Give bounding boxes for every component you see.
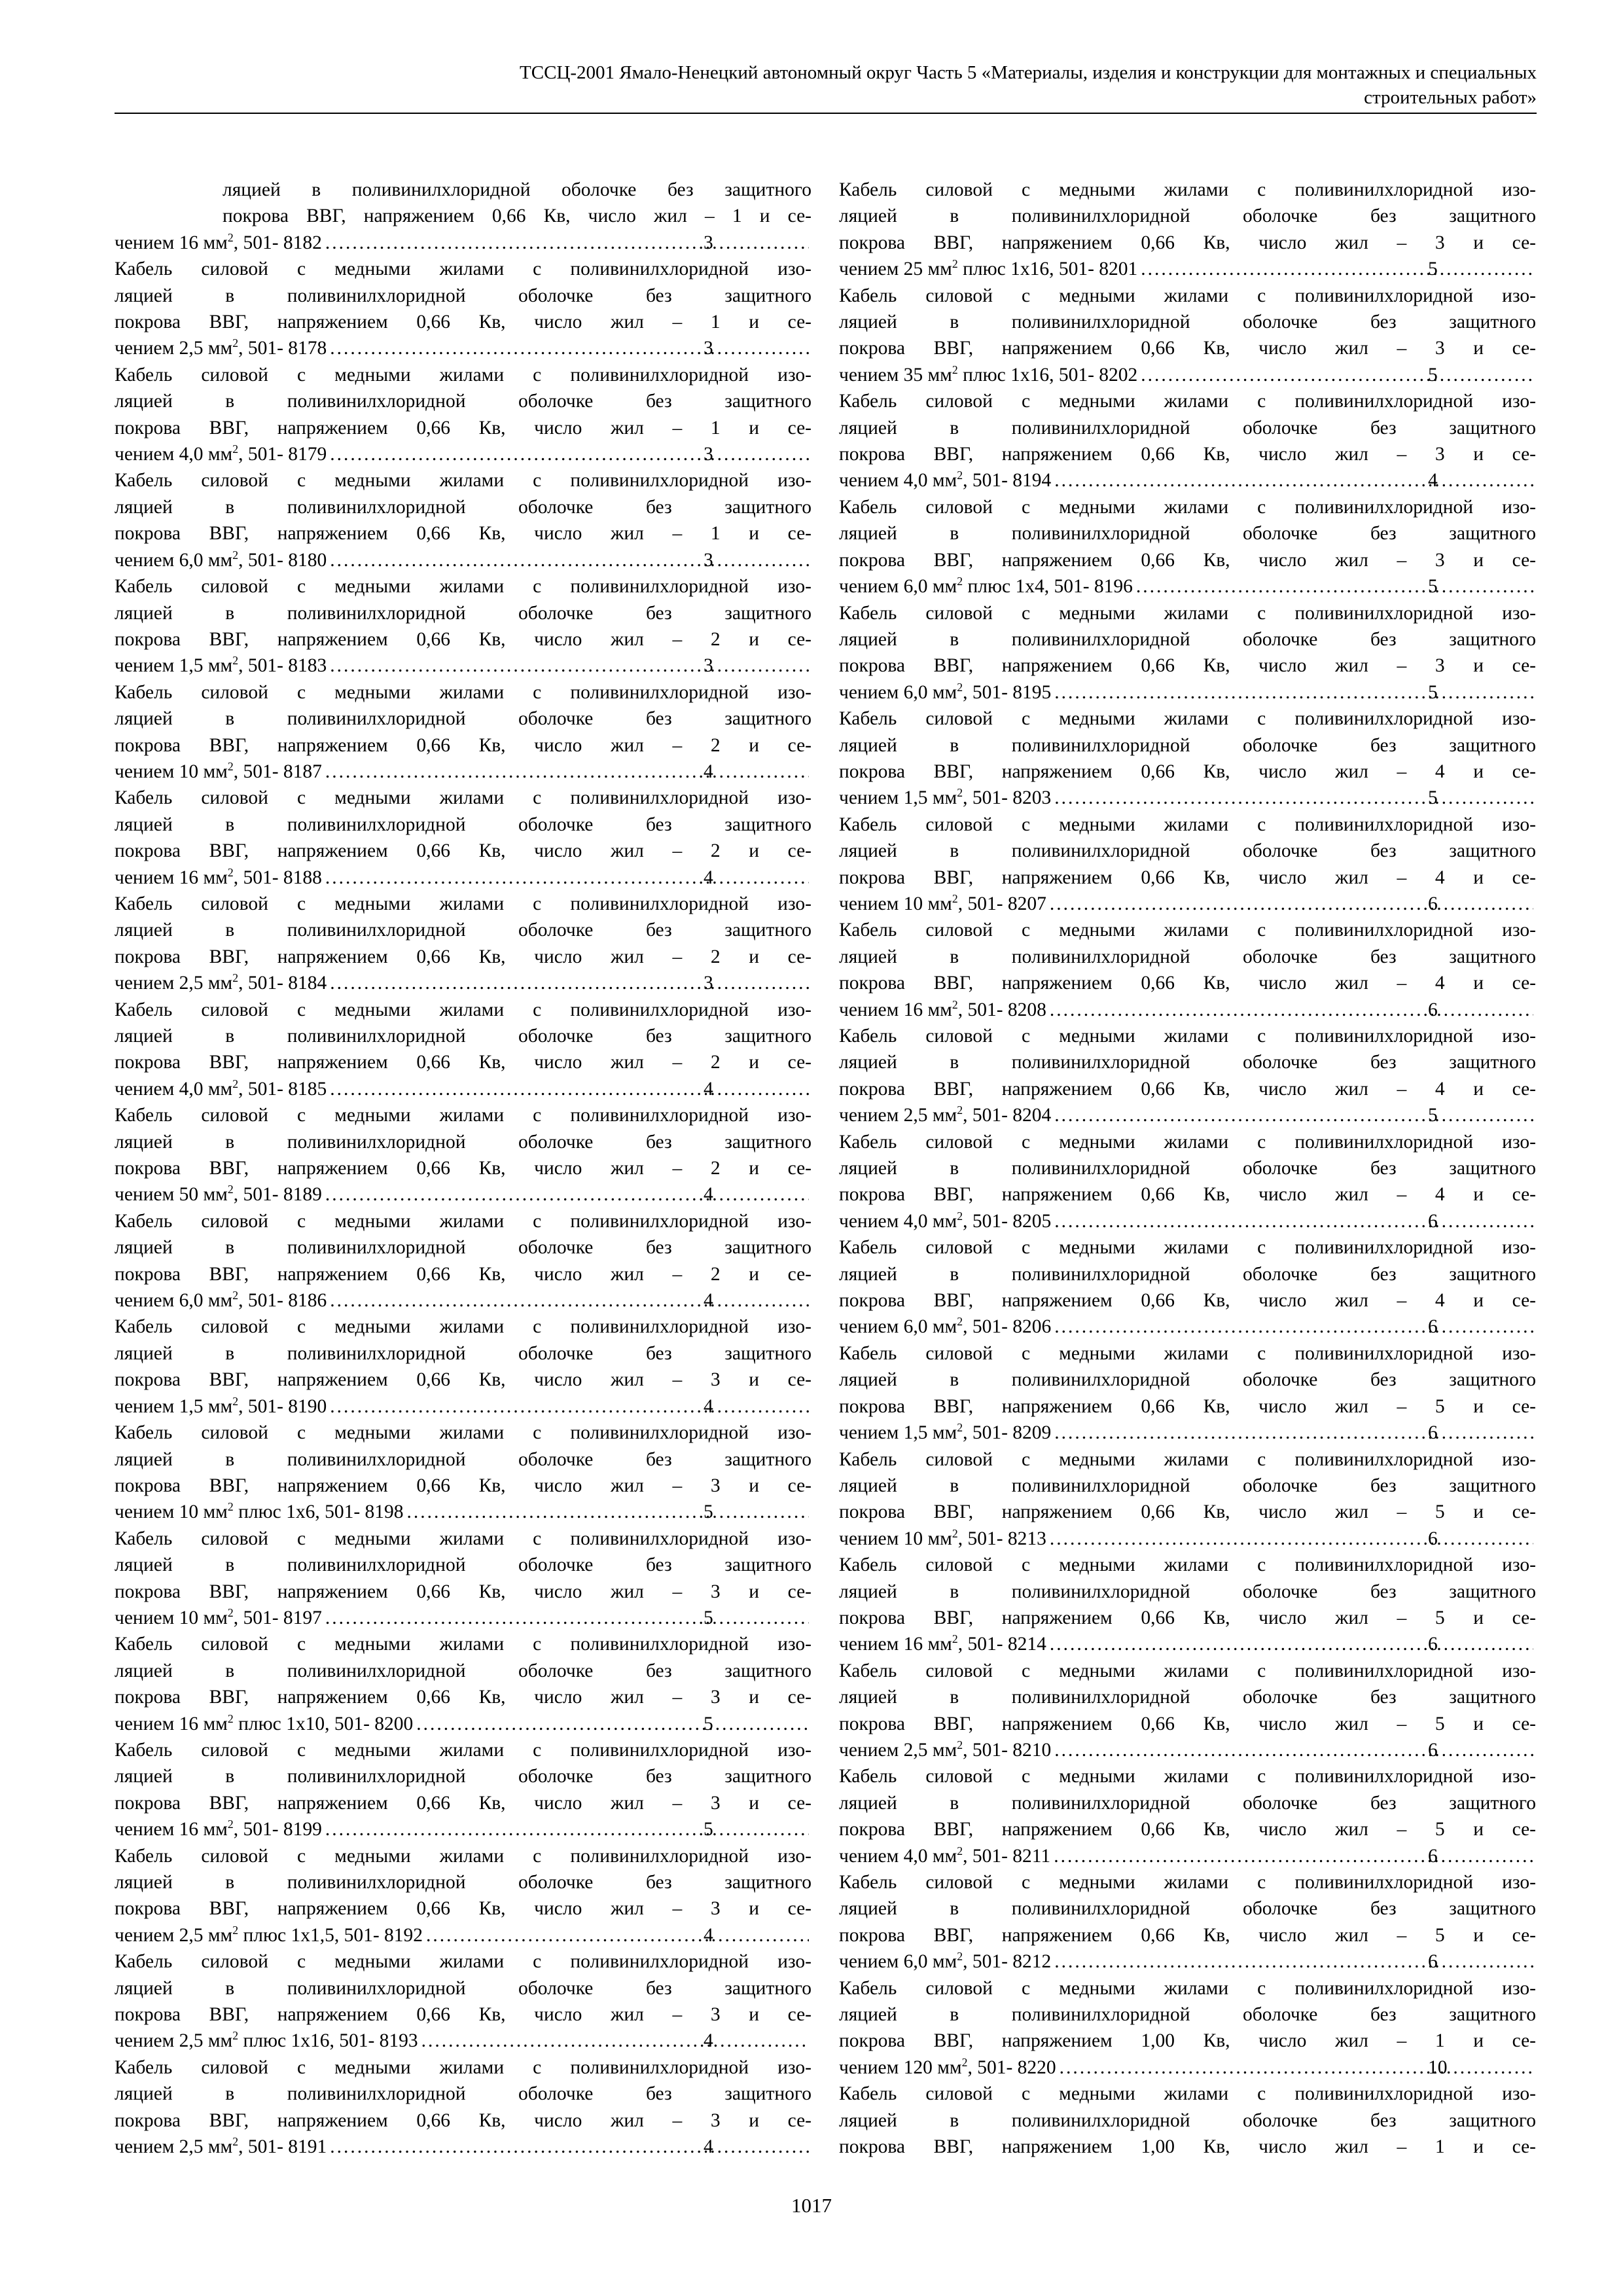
dot-leader bbox=[1054, 1208, 1533, 1234]
entry-text-line: ляцией в поливинилхлоридной оболочке без защитного bbox=[115, 1766, 812, 1787]
dot-leader bbox=[1049, 891, 1533, 917]
entry-text-line: покрова ВВГ, напряжением 0,66 Кв, число жил – 3 и се- bbox=[839, 444, 1536, 465]
entry-section-text: чением 50 $мм^2$, 501- 8189 bbox=[115, 1183, 322, 1206]
entry-tail: чением 6,0 $мм^2$, 501- 8186 ..... 4 bbox=[223, 1287, 812, 1314]
index-entry bbox=[115, 1843, 812, 1949]
entry-section-text: чением 2,5 $мм^2$, 501- 8184 bbox=[115, 971, 327, 994]
entry-tail: чением 4,0 $мм^2$, 501- 8205 ..... 6 bbox=[947, 1208, 1536, 1234]
entry-text-line: покрова ВВГ, напряжением 0,66 Кв, число жил – 2 и се- bbox=[115, 946, 812, 967]
entry-title-line: Кабель силовой с медными жилами с поливинилхлоридной изо- bbox=[839, 285, 1536, 306]
dot-leader bbox=[1049, 1526, 1533, 1552]
entry-text-line: ляцией в поливинилхлоридной оболочке без защитного bbox=[115, 1872, 812, 1893]
dot-leader bbox=[329, 1076, 809, 1102]
entry-title-line: Кабель силовой с медными жилами с поливинилхлоридной изо- bbox=[115, 1316, 812, 1338]
entry-tail: чением 2,5 $мм^2$ плюс 1х16, 501- 8193 ..... 4 bbox=[223, 2028, 812, 2054]
index-entry bbox=[115, 997, 812, 1103]
entry-title-line: Кабель силовой с медными жилами с поливинилхлоридной изо- bbox=[839, 1342, 1536, 1364]
entry-text-line: покрова ВВГ, напряжением 0,66 Кв, число жил – 4 и се- bbox=[839, 1290, 1536, 1312]
entry-section-text: чением 1,5 $мм^2$, 501- 8203 bbox=[839, 786, 1052, 809]
entry-tail: чением 2,5 $мм^2$ плюс 1х1,5, 501- 8192 ..... 4 bbox=[223, 1922, 812, 1948]
entry-tail: чением 1,5 $мм^2$, 501- 8209 ..... 6 bbox=[947, 1420, 1536, 1446]
dot-leader bbox=[1049, 997, 1533, 1023]
entry-tail: чением 10 $мм^2$ плюс 1х6, 501- 8198 ..... 5 bbox=[223, 1499, 812, 1525]
entry-tail: чением 16 $мм^2$, 501- 8188 ..... 4 bbox=[223, 865, 812, 891]
entry-text-line: покрова ВВГ, напряжением 0,66 Кв, число жил – 3 и се- bbox=[115, 1687, 812, 1708]
entry-text-line: покрова ВВГ, напряжением 0,66 Кв, число жил – 3 и се- bbox=[115, 2004, 812, 2026]
entry-text-line: покрова ВВГ, напряжением 0,66 Кв, число жил – 1 и се- bbox=[115, 417, 812, 439]
entry-tail: чением 1,5 $мм^2$, 501- 8183 ..... 3 bbox=[223, 653, 812, 679]
entry-text-line: покрова ВВГ, напряжением 0,66 Кв, число жил – 1 и се- bbox=[223, 206, 812, 227]
page-number: 1017 bbox=[791, 2194, 832, 2217]
index-entry-continuation bbox=[115, 177, 812, 256]
entry-text-line: покрова ВВГ, напряжением 0,66 Кв, число жил – 5 и се- bbox=[839, 1501, 1536, 1523]
entry-text-line: ляцией в поливинилхлоридной оболочке без защитного bbox=[115, 496, 812, 518]
index-entry bbox=[115, 1314, 812, 1420]
entry-title-line: Кабель силовой с медными жилами с поливинилхлоридной изо- bbox=[115, 999, 812, 1020]
entry-tail: чением 10 $мм^2$, 501- 8213 ..... 6 bbox=[947, 1526, 1536, 1552]
entry-title-line: Кабель силовой с медными жилами с поливинилхлоридной изо- bbox=[115, 2056, 812, 2078]
entry-title-line: Кабель силовой с медными жилами с поливинилхлоридной изо- bbox=[115, 1105, 812, 1126]
entry-title-line: Кабель силовой с медными жилами с поливинилхлоридной изо- bbox=[839, 179, 1536, 200]
entry-text-line: покрова ВВГ, напряжением 0,66 Кв, число жил – 5 и се- bbox=[839, 1819, 1536, 1840]
entry-text-line: покрова ВВГ, напряжением 0,66 Кв, число жил – 4 и се- bbox=[839, 1078, 1536, 1100]
index-entry bbox=[839, 283, 1536, 389]
index-entry bbox=[839, 177, 1536, 283]
entry-text-line: ляцией в поливинилхлоридной оболочке без защитного bbox=[839, 1369, 1536, 1391]
entry-text-line: ляцией в поливинилхлоридной оболочке без защитного bbox=[115, 1554, 812, 1576]
entry-section-text: чением 1,5 $мм^2$, 501- 8209 bbox=[839, 1421, 1052, 1444]
dot-leader bbox=[1140, 256, 1533, 282]
entry-text-line: покрова ВВГ, напряжением 0,66 Кв, число жил – 4 и се- bbox=[839, 867, 1536, 888]
entry-text-line: ляцией в поливинилхлоридной оболочке без защитного bbox=[115, 814, 812, 835]
entry-text-line: ляцией в поливинилхлоридной оболочке без защитного bbox=[839, 523, 1536, 545]
entry-title-line: Кабель силовой с медными жилами с поливинилхлоридной изо- bbox=[115, 470, 812, 492]
dot-leader bbox=[1049, 1631, 1533, 1657]
entry-title-line: Кабель силовой с медными жилами с поливинилхлоридной изо- bbox=[839, 708, 1536, 730]
dot-leader bbox=[416, 1711, 809, 1737]
entry-tail: чением 2,5 $мм^2$, 501- 8191 ..... 4 bbox=[223, 2134, 812, 2160]
dot-leader bbox=[1054, 467, 1533, 493]
entry-title-line: Кабель силовой с медными жилами с поливинилхлоридной изо- bbox=[115, 893, 812, 914]
entry-tail: чением 120 $мм^2$, 501- 8220 ..... 10 bbox=[947, 2054, 1536, 2081]
index-entry bbox=[115, 362, 812, 468]
entry-section-text: чением 120 $мм^2$, 501- 8220 bbox=[839, 2056, 1056, 2078]
entry-text-line: покрова ВВГ, напряжением 1,00 Кв, число жил – 1 и се- bbox=[839, 2136, 1536, 2158]
index-entry bbox=[839, 1869, 1536, 1975]
entry-title-line: Кабель силовой с медными жилами с поливинилхлоридной изо- bbox=[839, 496, 1536, 518]
index-entry bbox=[115, 467, 812, 573]
entry-tail: чением 4,0 $мм^2$, 501- 8194 ..... 4 bbox=[947, 467, 1536, 493]
entry-text-line: покрова ВВГ, напряжением 0,66 Кв, число жил – 5 и се- bbox=[839, 1395, 1536, 1417]
entry-title-line: Кабель силовой с медными жилами с поливинилхлоридной изо- bbox=[839, 602, 1536, 624]
entry-text-line: покрова ВВГ, напряжением 1,00 Кв, число жил – 1 и се- bbox=[839, 2030, 1536, 2052]
entry-tail: чением 10 $мм^2$, 501- 8197 ..... 5 bbox=[223, 1605, 812, 1631]
dot-leader bbox=[329, 335, 809, 361]
entry-section-text: чением 10 $мм^2$, 501- 8187 bbox=[115, 760, 322, 782]
index-entry bbox=[839, 812, 1536, 918]
dot-leader bbox=[1054, 1420, 1533, 1446]
header-title-line2: строительных работ» bbox=[1364, 87, 1537, 108]
entry-section-text: чением 1,5 $мм^2$, 501- 8190 bbox=[115, 1394, 327, 1417]
entry-section-text: чением 2,5 $мм^2$ плюс 1х16, 501- 8193 bbox=[115, 2029, 418, 2052]
index-entry bbox=[839, 917, 1536, 1023]
entry-title-line: Кабель силовой с медными жилами с поливинилхлоридной изо- bbox=[115, 1634, 812, 1655]
dot-leader bbox=[325, 865, 809, 891]
entry-tail: чением 50 $мм^2$, 501- 8189 ..... 4 bbox=[223, 1181, 812, 1208]
dot-leader bbox=[1135, 573, 1533, 600]
left-column bbox=[115, 177, 812, 2160]
index-entry bbox=[115, 1948, 812, 2054]
entry-section-text: чением 16 $мм^2$, 501- 8208 bbox=[839, 997, 1046, 1020]
entry-text-line: покрова ВВГ, напряжением 0,66 Кв, число жил – 2 и се- bbox=[115, 840, 812, 862]
entry-text-line: покрова ВВГ, напряжением 0,66 Кв, число жил – 5 и се- bbox=[839, 1713, 1536, 1734]
dot-leader bbox=[1054, 1948, 1533, 1975]
entry-section-text: чением 10 $мм^2$, 501- 8197 bbox=[115, 1606, 322, 1628]
index-entry bbox=[115, 573, 812, 679]
dot-leader bbox=[1054, 679, 1533, 706]
dot-leader bbox=[1140, 362, 1533, 388]
entry-section-text: чением 6,0 $мм^2$, 501- 8180 bbox=[115, 548, 327, 571]
entry-title-line: Кабель силовой с медными жилами с поливинилхлоридной изо- bbox=[115, 1210, 812, 1232]
index-entry bbox=[839, 1552, 1536, 1658]
index-entry bbox=[115, 891, 812, 997]
index-entry bbox=[115, 1526, 812, 1632]
entry-text-line: ляцией в поливинилхлоридной оболочке без защитного bbox=[839, 206, 1536, 227]
index-entry bbox=[115, 1420, 812, 1526]
entry-text-line: ляцией в поливинилхлоридной оболочке без защитного bbox=[115, 1131, 812, 1153]
entry-text-line: покрова ВВГ, напряжением 0,66 Кв, число жил – 3 и се- bbox=[115, 1369, 812, 1391]
entry-section-text: чением 35 $мм^2$ плюс 1х16, 501- 8202 bbox=[839, 363, 1138, 386]
entry-text-line: покрова ВВГ, напряжением 0,66 Кв, число жил – 3 и се- bbox=[839, 338, 1536, 359]
right-column bbox=[839, 177, 1536, 2160]
index-entry bbox=[839, 1129, 1536, 1235]
dot-leader bbox=[329, 1287, 809, 1314]
entry-text-line: ляцией в поливинилхлоридной оболочке без защитного bbox=[839, 312, 1536, 333]
dot-leader bbox=[425, 1922, 809, 1948]
entry-text-line: ляцией в поливинилхлоридной оболочке без защитного bbox=[839, 1581, 1536, 1602]
entry-text-line: покрова ВВГ, напряжением 0,66 Кв, число жил – 2 и се- bbox=[115, 628, 812, 650]
entry-section-text: чением 16 $мм^2$, 501- 8188 bbox=[115, 865, 322, 888]
entry-text-line: ляцией в поливинилхлоридной оболочке без защитного bbox=[839, 417, 1536, 439]
entry-section-text: чением 10 $мм^2$ плюс 1х6, 501- 8198 bbox=[115, 1500, 404, 1523]
entry-tail: чением 16 $мм^2$, 501- 8199 ..... 5 bbox=[223, 1816, 812, 1842]
entry-text-line: покрова ВВГ, напряжением 0,66 Кв, число жил – 2 и се- bbox=[115, 1052, 812, 1073]
entry-title-line: Кабель силовой с медными жилами с поливинилхлоридной изо- bbox=[839, 814, 1536, 835]
dot-leader bbox=[325, 1816, 809, 1842]
entry-text-line: ляцией в поливинилхлоридной оболочке без защитного bbox=[115, 1660, 812, 1681]
entry-text-line: ляцией в поливинилхлоридной оболочке без защитного bbox=[839, 1687, 1536, 1708]
entry-text-line: покрова ВВГ, напряжением 0,66 Кв, число жил – 5 и се- bbox=[839, 1607, 1536, 1628]
entry-tail: чением 10 $мм^2$, 501- 8187 ..... 4 bbox=[223, 759, 812, 785]
entry-section-text: чением 2,5 $мм^2$, 501- 8178 bbox=[115, 336, 327, 359]
dot-leader bbox=[325, 1181, 809, 1208]
entry-text-line: покрова ВВГ, напряжением 0,66 Кв, число жил – 4 и се- bbox=[839, 1184, 1536, 1206]
entry-text-line: ляцией в поливинилхлоридной оболочке без защитного bbox=[839, 1158, 1536, 1179]
entry-text-line: ляцией в поливинилхлоридной оболочке без защитного bbox=[839, 1898, 1536, 1920]
entry-section-text: чением 10 $мм^2$, 501- 8213 bbox=[839, 1526, 1046, 1549]
entry-tail: чением 2,5 $мм^2$, 501- 8204 ..... 5 bbox=[947, 1102, 1536, 1128]
dot-leader bbox=[329, 547, 809, 573]
entry-text-line: ляцией в поливинилхлоридной оболочке без защитного bbox=[839, 734, 1536, 756]
entry-section-text: чением 4,0 $мм^2$, 501- 8211 bbox=[839, 1844, 1051, 1867]
entry-text-line: ляцией в поливинилхлоридной оболочке без защитного bbox=[839, 1052, 1536, 1073]
dot-leader bbox=[1053, 1843, 1533, 1869]
index-entry bbox=[839, 600, 1536, 706]
entry-text-line: ляцией в поливинилхлоридной оболочке без защитного bbox=[115, 285, 812, 306]
dot-leader bbox=[329, 2134, 809, 2160]
entry-title-line: Кабель силовой с медными жилами с поливинилхлоридной изо- bbox=[115, 787, 812, 809]
entry-tail: чением 2,5 $мм^2$, 501- 8210 ..... 6 bbox=[947, 1737, 1536, 1763]
entry-text-line: ляцией в поливинилхлоридной оболочке без защитного bbox=[839, 2004, 1536, 2026]
dot-leader bbox=[421, 2028, 809, 2054]
entry-title-line: Кабель силовой с медными жилами с поливинилхлоридной изо- bbox=[839, 1554, 1536, 1576]
entry-tail: чением 35 $мм^2$ плюс 1х16, 501- 8202 ..... 5 bbox=[947, 362, 1536, 388]
entry-section-text: чением 16 $мм^2$, 501- 8214 bbox=[839, 1632, 1046, 1655]
entry-text-line: ляцией в поливинилхлоридной оболочке без защитного bbox=[839, 946, 1536, 967]
entry-text-line: ляцией в поливинилхлоридной оболочке без защитного bbox=[839, 840, 1536, 862]
entry-title-line: Кабель силовой с медными жилами с поливинилхлоридной изо- bbox=[115, 1845, 812, 1867]
entry-text-line: ляцией в поливинилхлоридной оболочке без защитного bbox=[223, 179, 812, 200]
dot-leader bbox=[329, 1393, 809, 1420]
entry-section-text: чением 2,5 $мм^2$ плюс 1х1,5, 501- 8192 bbox=[115, 1923, 423, 1946]
entry-section-text: чением 4,0 $мм^2$, 501- 8205 bbox=[839, 1210, 1052, 1232]
entry-section-text: чением 16 $мм^2$, 501- 8199 bbox=[115, 1818, 322, 1840]
dot-leader bbox=[1054, 785, 1533, 811]
index-entry bbox=[115, 1208, 812, 1314]
entry-tail: чением 6,0 $мм^2$, 501- 8206 ..... 6 bbox=[947, 1314, 1536, 1340]
entry-tail: чением 25 $мм^2$ плюс 1х16, 501- 8201 ..... 5 bbox=[947, 256, 1536, 282]
entry-title-line: Кабель силовой с медными жилами с поливинилхлоридной изо- bbox=[839, 1448, 1536, 1470]
index-entry bbox=[115, 2054, 812, 2161]
entry-title-line: Кабель силовой с медными жилами с поливинилхлоридной изо- bbox=[839, 1977, 1536, 1999]
entry-section-text: чением 6,0 $мм^2$, 501- 8206 bbox=[839, 1315, 1052, 1338]
entry-text-line: ляцией в поливинилхлоридной оболочке без защитного bbox=[115, 2083, 812, 2105]
entry-section-text: чением 16 $мм^2$, 501- 8182 bbox=[115, 230, 322, 253]
entry-tail: чением 4,0 $мм^2$, 501- 8185 ..... 4 bbox=[223, 1076, 812, 1102]
entry-tail: чением 4,0 $мм^2$, 501- 8211 ..... 6 bbox=[947, 1843, 1536, 1869]
header-title-line1: ТССЦ-2001 Ямало-Ненецкий автономный округ Часть 5 «Материалы, изделия и конструкции для монтажных и специальных bbox=[520, 62, 1537, 83]
index-entry bbox=[839, 706, 1536, 812]
entry-text-line: покрова ВВГ, напряжением 0,66 Кв, число жил – 3 и се- bbox=[839, 655, 1536, 677]
dot-leader bbox=[325, 230, 809, 256]
entry-tail: чением 6,0 $мм^2$ плюс 1х4, 501- 8196 ..... 5 bbox=[947, 573, 1536, 600]
entry-text-line: покрова ВВГ, напряжением 0,66 Кв, число жил – 3 и се- bbox=[115, 1581, 812, 1602]
entry-text-line: ляцией в поливинилхлоридной оболочке без защитного bbox=[839, 1792, 1536, 1814]
entry-title-line: Кабель силовой с медными жилами с поливинилхлоридной изо- bbox=[839, 920, 1536, 941]
entry-section-text: чением 10 $мм^2$, 501- 8207 bbox=[839, 892, 1046, 914]
entry-section-text: чением 2,5 $мм^2$, 501- 8191 bbox=[115, 2135, 327, 2158]
index-entry bbox=[839, 388, 1536, 494]
entry-title-line: Кабель силовой с медными жилами с поливинилхлоридной изо- bbox=[839, 1026, 1536, 1047]
dot-leader bbox=[329, 653, 809, 679]
dot-leader bbox=[325, 1605, 809, 1631]
index-entry bbox=[839, 2081, 1536, 2160]
index-entry bbox=[839, 1975, 1536, 2081]
page-header bbox=[115, 60, 1537, 114]
entry-section-text: чением 25 $мм^2$ плюс 1х16, 501- 8201 bbox=[839, 257, 1138, 280]
entry-section-text: чением 1,5 $мм^2$, 501- 8183 bbox=[115, 654, 327, 677]
entry-text-line: ляцией в поливинилхлоридной оболочке без защитного bbox=[839, 1263, 1536, 1285]
index-entry bbox=[839, 494, 1536, 600]
entry-section-text: чением 4,0 $мм^2$, 501- 8185 bbox=[115, 1077, 327, 1100]
index-entry bbox=[839, 1763, 1536, 1869]
entry-tail: чением 6,0 $мм^2$, 501- 8180 ..... 3 bbox=[223, 547, 812, 573]
entry-text-line: ляцией в поливинилхлоридной оболочке без защитного bbox=[115, 920, 812, 941]
entry-section-text: чением 2,5 $мм^2$, 501- 8210 bbox=[839, 1738, 1052, 1761]
index-entry bbox=[115, 1631, 812, 1737]
entry-text-line: ляцией в поливинилхлоридной оболочке без защитного bbox=[115, 708, 812, 730]
entry-text-line: покрова ВВГ, напряжением 0,66 Кв, число жил – 1 и се- bbox=[115, 312, 812, 333]
entry-section-text: чением 4,0 $мм^2$, 501- 8179 bbox=[115, 442, 327, 465]
entry-text-line: покрова ВВГ, напряжением 0,66 Кв, число жил – 3 и се- bbox=[115, 1792, 812, 1814]
entry-title-line: Кабель силовой с медными жилами с поливинилхлоридной изо- bbox=[839, 391, 1536, 412]
entry-text-line: покрова ВВГ, напряжением 0,66 Кв, число жил – 4 и се- bbox=[839, 973, 1536, 994]
entry-title-line: Кабель силовой с медными жилами с поливинилхлоридной изо- bbox=[115, 364, 812, 386]
index-entry bbox=[115, 256, 812, 362]
entry-section-text: чением 2,5 $мм^2$, 501- 8204 bbox=[839, 1103, 1052, 1126]
entry-text-line: покрова ВВГ, напряжением 0,66 Кв, число жил – 2 и се- bbox=[115, 1263, 812, 1285]
entry-section-text: чением 6,0 $мм^2$, 501- 8186 bbox=[115, 1289, 327, 1312]
entry-text-line: покрова ВВГ, напряжением 0,66 Кв, число жил – 3 и се- bbox=[839, 549, 1536, 571]
index-entry bbox=[839, 1340, 1536, 1446]
entry-tail: чением 1,5 $мм^2$, 501- 8203 ..... 5 bbox=[947, 785, 1536, 811]
entry-tail: чением 16 $мм^2$, 501- 8214 ..... 6 bbox=[947, 1631, 1536, 1657]
entry-text-line: покрова ВВГ, напряжением 0,66 Кв, число жил – 2 и се- bbox=[115, 1158, 812, 1179]
entry-tail: чением 16 $мм^2$ плюс 1х10, 501- 8200 ..... 5 bbox=[223, 1711, 812, 1737]
index-entry bbox=[839, 1023, 1536, 1129]
entry-title-line: Кабель силовой с медными жилами с поливинилхлоридной изо- bbox=[839, 2083, 1536, 2105]
dot-leader bbox=[406, 1499, 809, 1525]
entry-section-text: чением 4,0 $мм^2$, 501- 8194 bbox=[839, 469, 1052, 492]
entry-section-text: чением 6,0 $мм^2$, 501- 8195 bbox=[839, 680, 1052, 703]
entry-tail: чением 4,0 $мм^2$, 501- 8179 ..... 3 bbox=[223, 441, 812, 467]
entry-title-line: Кабель силовой с медными жилами с поливинилхлоридной изо- bbox=[115, 1739, 812, 1761]
entry-text-line: ляцией в поливинилхлоридной оболочке без защитного bbox=[115, 1977, 812, 1999]
entry-text-line: покрова ВВГ, напряжением 0,66 Кв, число жил – 3 и се- bbox=[115, 1898, 812, 1920]
index-entry bbox=[115, 1737, 812, 1843]
entry-text-line: ляцией в поливинилхлоридной оболочке без защитного bbox=[115, 1448, 812, 1470]
dot-leader bbox=[1054, 1737, 1533, 1763]
dot-leader bbox=[329, 441, 809, 467]
entry-section-text: чением 6,0 $мм^2$ плюс 1х4, 501- 8196 bbox=[839, 575, 1133, 598]
entry-title-line: Кабель силовой с медными жилами с поливинилхлоридной изо- bbox=[839, 1660, 1536, 1681]
entry-section-text: чением 16 $мм^2$ плюс 1х10, 501- 8200 bbox=[115, 1712, 414, 1734]
entry-tail: чением 16 $мм^2$, 501- 8182 ..... 3 bbox=[223, 230, 812, 256]
entry-text-line: покрова ВВГ, напряжением 0,66 Кв, число жил – 3 и се- bbox=[115, 1475, 812, 1496]
entry-text-line: покрова ВВГ, напряжением 0,66 Кв, число жил – 4 и се- bbox=[839, 761, 1536, 782]
entry-tail: чением 16 $мм^2$, 501- 8208 ..... 6 bbox=[947, 997, 1536, 1023]
entry-text-line: ляцией в поливинилхлоридной оболочке без защитного bbox=[839, 1475, 1536, 1496]
dot-leader bbox=[1054, 1102, 1533, 1128]
entry-text-line: ляцией в поливинилхлоридной оболочке без защитного bbox=[115, 1342, 812, 1364]
entry-title-line: Кабель силовой с медными жилами с поливинилхлоридной изо- bbox=[115, 259, 812, 280]
entry-title-line: Кабель силовой с медными жилами с поливинилхлоридной изо- bbox=[115, 576, 812, 598]
entry-title-line: Кабель силовой с медными жилами с поливинилхлоридной изо- bbox=[115, 1422, 812, 1444]
entry-title-line: Кабель силовой с медными жилами с поливинилхлоридной изо- bbox=[115, 1528, 812, 1549]
entry-title-line: Кабель силовой с медными жилами с поливинилхлоридной изо- bbox=[839, 1131, 1536, 1153]
entry-tail: чением 6,0 $мм^2$, 501- 8212 ..... 6 bbox=[947, 1948, 1536, 1975]
entry-text-line: покрова ВВГ, напряжением 0,66 Кв, число жил – 1 и се- bbox=[115, 523, 812, 545]
entry-text-line: покрова ВВГ, напряжением 0,66 Кв, число жил – 3 и се- bbox=[115, 2109, 812, 2131]
entry-text-line: покрова ВВГ, напряжением 0,66 Кв, число жил – 5 и се- bbox=[839, 1924, 1536, 1946]
entry-title-line: Кабель силовой с медными жилами с поливинилхлоридной изо- bbox=[839, 1872, 1536, 1893]
entry-text-line: покрова ВВГ, напряжением 0,66 Кв, число жил – 2 и се- bbox=[115, 734, 812, 756]
dot-leader bbox=[1059, 2054, 1533, 2081]
entry-text-line: ляцией в поливинилхлоридной оболочке без защитного bbox=[115, 391, 812, 412]
dot-leader bbox=[329, 970, 809, 996]
entry-tail: чением 1,5 $мм^2$, 501- 8190 ..... 4 bbox=[223, 1393, 812, 1420]
entry-title-line: Кабель силовой с медными жилами с поливинилхлоридной изо- bbox=[115, 681, 812, 703]
index-entry bbox=[839, 1234, 1536, 1340]
entry-title-line: Кабель силовой с медными жилами с поливинилхлоридной изо- bbox=[115, 1951, 812, 1973]
entry-tail: чением 10 $мм^2$, 501- 8207 ..... 6 bbox=[947, 891, 1536, 917]
entry-title-line: Кабель силовой с медными жилами с поливинилхлоридной изо- bbox=[839, 1237, 1536, 1259]
entry-tail: чением 2,5 $мм^2$, 501- 8184 ..... 3 bbox=[223, 970, 812, 996]
index-entry bbox=[115, 785, 812, 891]
index-entry bbox=[115, 1102, 812, 1208]
index-entry bbox=[839, 1446, 1536, 1552]
entry-tail: чением 2,5 $мм^2$, 501- 8178 ..... 3 bbox=[223, 335, 812, 361]
entry-title-line: Кабель силовой с медными жилами с поливинилхлоридной изо- bbox=[839, 1766, 1536, 1787]
index-entry bbox=[839, 1658, 1536, 1764]
entry-text-line: ляцией в поливинилхлоридной оболочке без защитного bbox=[115, 1237, 812, 1259]
entry-tail: чением 6,0 $мм^2$, 501- 8195 ..... 5 bbox=[947, 679, 1536, 706]
entry-text-line: покрова ВВГ, напряжением 0,66 Кв, число жил – 3 и се- bbox=[839, 232, 1536, 253]
entry-section-text: чением 6,0 $мм^2$, 501- 8212 bbox=[839, 1950, 1052, 1973]
entry-text-line: ляцией в поливинилхлоридной оболочке без защитного bbox=[839, 2109, 1536, 2131]
entry-text-line: ляцией в поливинилхлоридной оболочке без защитного bbox=[115, 1026, 812, 1047]
entry-text-line: ляцией в поливинилхлоридной оболочке без защитного bbox=[115, 602, 812, 624]
dot-leader bbox=[325, 759, 809, 785]
index-entry bbox=[115, 679, 812, 785]
dot-leader bbox=[1054, 1314, 1533, 1340]
entry-text-line: ляцией в поливинилхлоридной оболочке без защитного bbox=[839, 628, 1536, 650]
